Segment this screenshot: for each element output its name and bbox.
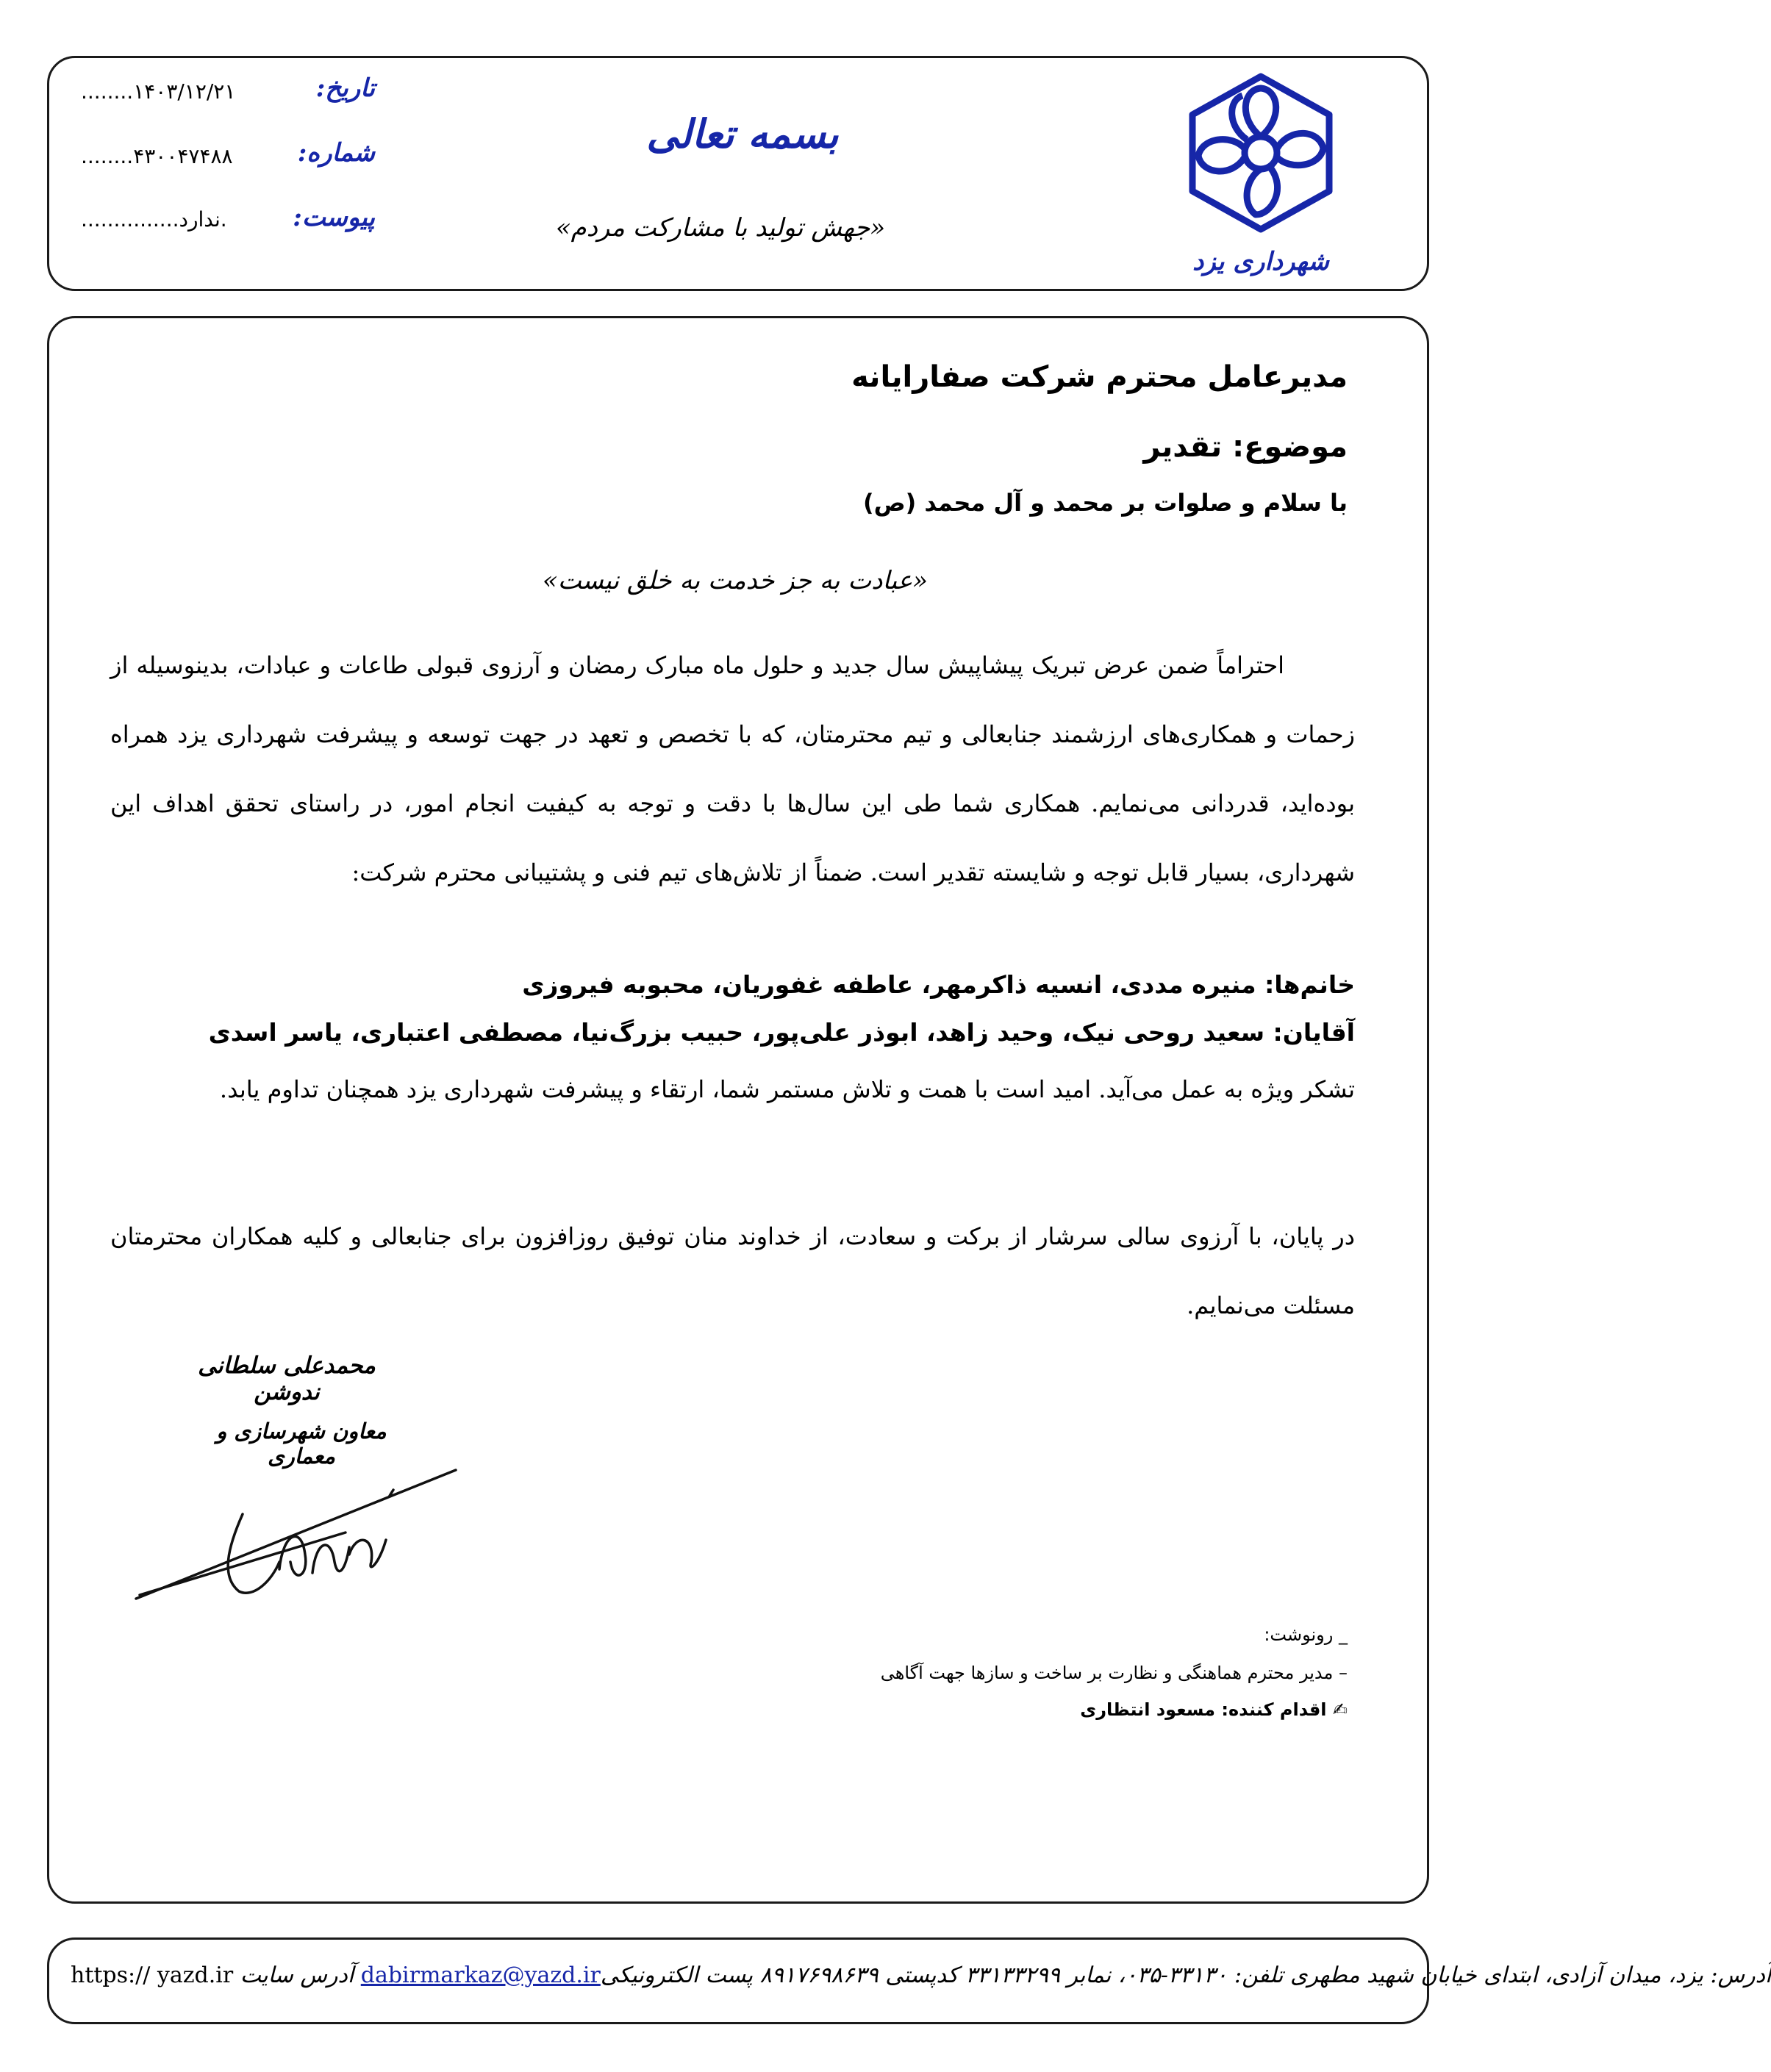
paragraph-1: احتراماً ضمن عرض تبریک پیشاپیش سال جدید و حلول ماه مبارک رمضان و آرزوی قبولی طاعات و عبادات، بدینوسیله از زحمات و همکاری‌های ارزشمند جنابعالی و تیم محترمتان، که با تخصص و تعهد در جهت توسعه و پیشرفت شهرداری یزد همراه بوده‌اید، قدردانی می‌نمایم. همکاری شما طی این سال‌ها با دقت و توجه به کیفیت انجام امور، در راستای تحقق اهداف این شهرداری، بسیار قابل توجه و شایسته تقدیر است. ضمناً از تلاش‌های تیم فنی و پشتیبانی محترم شرکت: bbox=[110, 651, 1355, 886]
salutation: با سلام و صلوات بر محمد و آل محمد (ص) bbox=[862, 489, 1348, 517]
motto: «عبادت به جز خدمت به خلق نیست» bbox=[542, 566, 929, 595]
paragraph-3: در پایان، با آرزوی سالی سرشار از برکت و سعادت، از خداوند منان توفیق روزافزون برای جنابعالی و کلیه همکاران محترمتان مسئلت می‌نمایم. bbox=[110, 1222, 1356, 1319]
basmala: بسمه تعالی bbox=[646, 110, 839, 157]
cc-action bbox=[1080, 1699, 1348, 1720]
footer-address: آدرس: یزد، میدان آزادی، ابتدای خیابان شهید مطهری تلفن: ۳۳۱۳۰-۰۳۵، نمابر ۳۳۱۳۳۲۹۹ کدپستی ۸۹۱۷۶۹۸۶۳۹ پست الکترونیکی bbox=[600, 1962, 1771, 1988]
cc-title: _ رونوشت: bbox=[1264, 1624, 1348, 1645]
date-label: تاریخ: bbox=[315, 74, 375, 103]
paragraph-2: تشکر ویژه به عمل می‌آید. امید است با همت و تلاش مستمر شما، ارتقاء و پیشرفت شهرداری یزد همچنان تداوم یابد. bbox=[219, 1075, 1355, 1103]
pen-icon: ✍ bbox=[1326, 1699, 1348, 1720]
footer-line bbox=[71, 1962, 1771, 1988]
number-value: ........۴۳۰۰۴۷۴۸۸ bbox=[81, 144, 233, 168]
slogan: «جهش تولید با مشارکت مردم» bbox=[555, 213, 886, 243]
footer-site-url[interactable]: https:// yazd.ir bbox=[71, 1962, 234, 1988]
subject: موضوع: تقدیر bbox=[1143, 430, 1348, 464]
attachment-value: ...............ندارد. bbox=[81, 207, 227, 232]
number-label: شماره: bbox=[297, 138, 375, 168]
recipient: مدیرعامل محترم شرکت صفارایانه bbox=[851, 360, 1348, 394]
names-women: خانم‌ها: منیره مددی، انسیه ذاکرمهر، عاطفه غفوریان، محبوبه فیروزی bbox=[522, 970, 1355, 999]
cc-action-text: اقدام کننده: مسعود انتظاری bbox=[1080, 1699, 1327, 1720]
yazd-municipality-logo bbox=[1169, 68, 1353, 288]
signer-title: معاون شهرسازی و معماری bbox=[216, 1419, 387, 1469]
cc-recipient: – مدیر محترم هماهنگی و نظارت بر ساخت و سازها جهت آگاهی bbox=[880, 1663, 1348, 1683]
signer-name: محمدعلی سلطانی ندوشن bbox=[198, 1352, 376, 1405]
logo-text: شهرداری یزد bbox=[1192, 247, 1329, 276]
handwritten-signature bbox=[125, 1444, 471, 1613]
footer-site-label: آدرس سایت bbox=[240, 1962, 354, 1988]
date-value: ........۱۴۰۳/۱۲/۲۱ bbox=[81, 79, 236, 104]
footer-email-link[interactable]: dabirmarkaz@yazd.ir bbox=[360, 1962, 601, 1988]
attachment-label: پیوست: bbox=[293, 203, 375, 232]
names-men: آقایان: سعید روحی نیک، وحید زاهد، ابوذر علی‌پور، حبیب بزرگ‌نیا، مصطفی اعتباری، یاسر اسدی bbox=[208, 1018, 1355, 1047]
